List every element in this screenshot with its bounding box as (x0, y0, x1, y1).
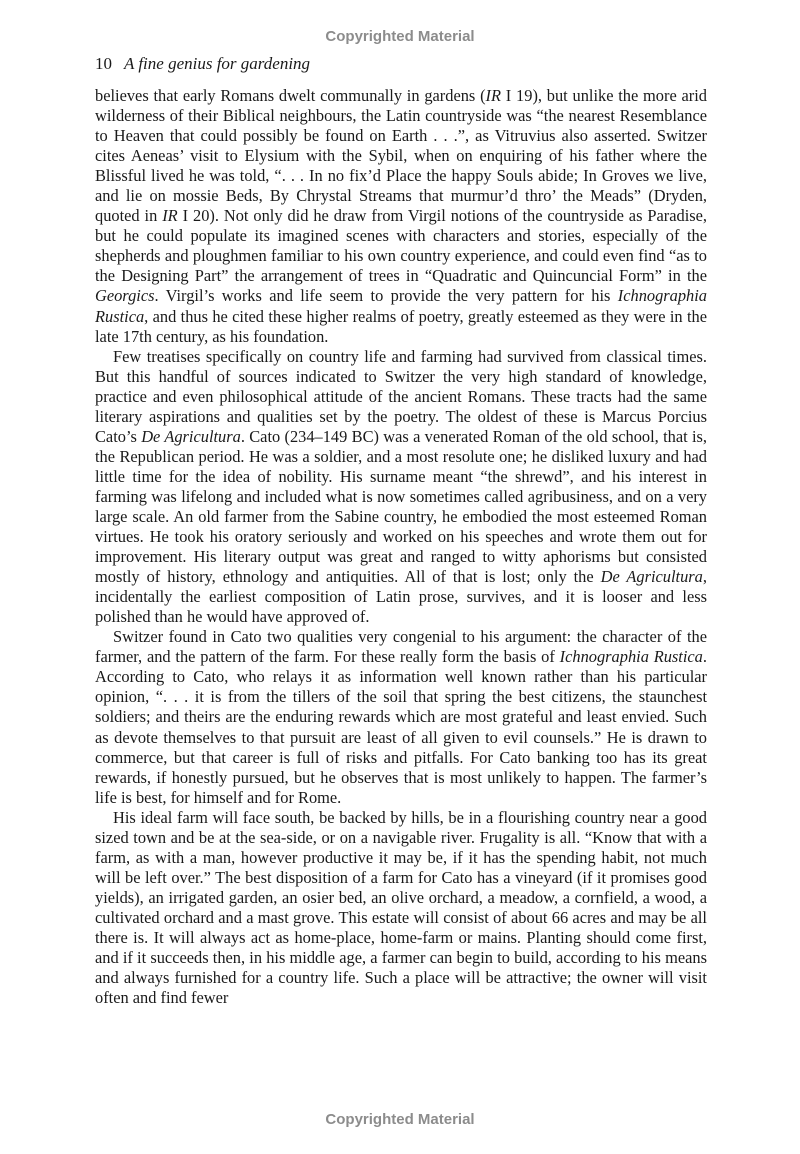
italic-text: IR (485, 86, 502, 105)
text-run: . Virgil’s works and life seem to provide the very pattern for his (154, 286, 618, 306)
paragraph (95, 808, 707, 1008)
text-run: His ideal farm will face south, be backed by hills, be in a flourishing country near a good sized town and be at the sea-side, or on a navigable river. Frugality is all. “Know that with a farm, as with a man, however productive it may be, if it has the spending habit, not much will be left over.” The best disposition of a farm for Cato has a vineyard (if it promises good yields), an irrigated garden, an osier bed, an olive orchard, a meadow, a cornfield, a wood, a cultivated orchard and a mast grove. This estate will consist of about 66 acres and may be all there is. It will always act as home-place, home-farm or mains. Planting should come first, and if it succeeds then, in his middle age, a farmer can begin to build, according to his means and always furnished for a country life. Such a place will be attractive; the owner will visit often and find fewer (95, 807, 707, 1008)
text-run: . According to Cato, who relays it as information well known rather than his particular opinion, “. . . it is from the tillers of the soil that spring the best citizens, the staunchest soldiers; and theirs are the enduring rewards which are most grateful and least envied. Such as devote themselves to that pursuit are least of all given to evil counsels.” He is drawn to commerce, but that career is full of risks and pitfalls. For Cato banking too has its great rewards, if honestly pursued, but he observes that is most unlikely to happen. The farmer’s life is best, for himself and for Rome. (95, 647, 707, 807)
text-run: . Cato (234–149 BC) was a venerated Roman of the old school, that is, the Republican period. He was a soldier, and a most resolute one; he disliked luxury and had little time for the idea of nobility. His surname meant “the shrewd”, and his interest in farming was lifelong and included what is now sometimes called agribusiness, and on a very large scale. An old farmer from the Sabine country, he embodied the most esteemed Roman virtues. He took his oratory seriously and worked on his speeches and wrote them out for improvement. His literary output was great and ranged to witty aphorisms but consisted mostly of history, ethnology and antiquities. All of that is lost; only the (95, 426, 707, 587)
italic-text: De Agricultura (141, 426, 241, 446)
text-run: believes that early Romans dwelt communally in gardens ( (95, 86, 486, 105)
text-run: I 20). Not only did he draw from Virgil notions of the countryside as Paradise, but he could populate its imagined scenes with characters and stories, especially of the shepherds and ploughmen familiar to his own country experience, and could even find “as to the Designing Part” the arrangement of trees in “Quadratic and Quincuncial Form” in the (95, 206, 708, 286)
copyright-watermark-top: Copyrighted Material (325, 28, 475, 45)
italic-text: Ichnographia Rustica (559, 647, 703, 667)
paragraph (95, 86, 707, 347)
text-run: , and thus he cited these higher realms of poetry, greatly esteemed as they were in the late 17th century, as his foundation. (95, 306, 707, 346)
chapter-title: A fine genius for gardening (124, 54, 311, 73)
text-run: I 19), but unlike the more arid wilderness of their Biblical neighbours, the Latin countryside was “the nearest Resemblance to Heaven that could possibly be found on Earth . . .”, as Vitruvius also asserted. Switzer cites Aeneas’ visit to Elysium with the Sybil, when on enquiring of his father where the Blissful lived he was told, “. . . In no fix’d Place the happy Souls abide; In Groves we live, and lie on mossie Beds, By Chrystal Streams that murmur’d thro’ the Meads” (Dryden, quoted in (95, 86, 708, 226)
text-run: Switzer found in Cato two qualities very congenial to his argument: the character of the farmer, and the pattern of the farm. For these really form the basis of (95, 627, 707, 667)
text-run: , incidentally the earliest composition of Latin prose, survives, and it is looser and less polished than he would have approved of. (95, 567, 707, 627)
italic-text: Georgics (95, 286, 155, 306)
text-run: Few treatises specifically on country life and farming had survived from classical times. But this handful of sources indicated to Switzer the very high standard of knowledge, practice and even philosophical attitude of the ancient Romans. These tracts had the same literary aspirations and qualities set by the poetry. The oldest of these is Marcus Porcius Cato’s (95, 346, 707, 446)
italic-text: Ichnographia Rustica (95, 286, 707, 326)
running-head (95, 54, 707, 74)
italic-text: De Agricultura (600, 567, 703, 587)
body-text (95, 86, 707, 1008)
paragraph (95, 627, 707, 807)
page-number: 10 (95, 54, 112, 73)
copyright-watermark-bottom: Copyrighted Material (325, 1111, 475, 1128)
italic-text: IR (162, 206, 178, 226)
paragraph (95, 347, 707, 628)
